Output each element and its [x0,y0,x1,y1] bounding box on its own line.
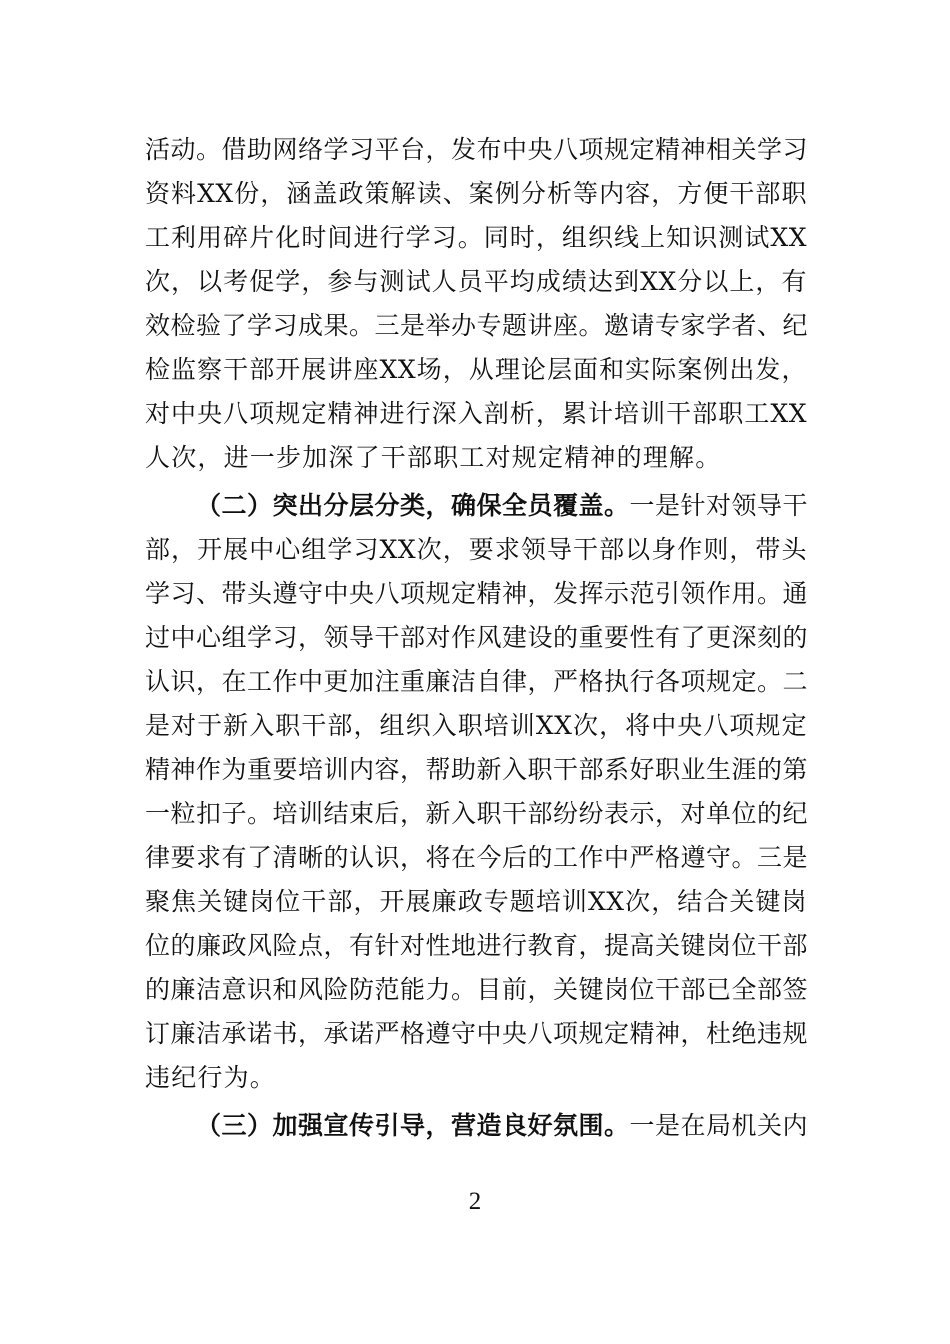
section-3-heading: （三）加强宣传引导，营造良好氛围。 [196,1111,630,1140]
body-text-line: 一粒扣子。培训结束后，新入职干部纷纷表示，对单位的纪 [145,799,809,828]
section-3-first-line-text: 一是在局机关内 [629,1111,809,1140]
body-text-line: 效检验了学习成果。三是举办专题讲座。邀请专家学者、纪 [145,311,809,340]
body-text-line: 聚焦关键岗位干部，开展廉政专题培训XX次，结合关键岗 [145,887,807,916]
section-2-heading: （二）突出分层分类，确保全员覆盖。 [196,491,630,520]
body-text-line: 位的廉政风险点，有针对性地进行教育，提高关键岗位干部 [145,931,809,960]
body-text-line: 部，开展中心组学习XX次，要求领导干部以身作则，带头 [145,535,807,564]
section-2-first-line [196,484,807,528]
body-text-line: 资料XX份，涵盖政策解读、案例分析等内容，方便干部职 [145,179,807,208]
body-text-line: 认识，在工作中更加注重廉洁自律，严格执行各项规定。二 [145,667,809,696]
body-text-line: 订廉洁承诺书，承诺严格遵守中央八项规定精神，杜绝违规 [145,1019,809,1048]
section-3-first-line [196,1104,807,1148]
body-text-line: 检监察干部开展讲座XX场，从理论层面和实际案例出发， [145,355,807,384]
body-text-line: 律要求有了清晰的认识，将在今后的工作中严格遵守。三是 [145,843,809,872]
body-text-line: 工利用碎片化时间进行学习。同时，组织线上知识测试XX [145,223,807,252]
body-text-line: 精神作为重要培训内容，帮助新入职干部系好职业生涯的第 [145,755,809,784]
body-text-line: 次，以考促学，参与测试人员平均成绩达到XX分以上，有 [145,267,807,296]
body-text-line: 学习、带头遵守中央八项规定精神，发挥示范引领作用。通 [145,579,809,608]
body-text-line: 是对于新入职干部，组织入职培训XX次，将中央八项规定 [145,711,807,740]
page-number: 2 [468,1188,482,1215]
body-text-line: 违纪行为。 [145,1063,277,1092]
body-text-line: 对中央八项规定精神进行深入剖析，累计培训干部职工XX [145,399,807,428]
body-text-line: 人次，进一步加深了干部职工对规定精神的理解。 [145,443,722,472]
body-text-line: 过中心组学习，领导干部对作风建设的重要性有了更深刻的 [145,623,809,652]
body-text-line: 活动。借助网络学习平台，发布中央八项规定精神相关学习 [145,135,809,164]
section-2-first-line-text: 一是针对领导干 [629,491,809,520]
body-text-line: 的廉洁意识和风险防范能力。目前，关键岗位干部已全部签 [145,975,809,1004]
